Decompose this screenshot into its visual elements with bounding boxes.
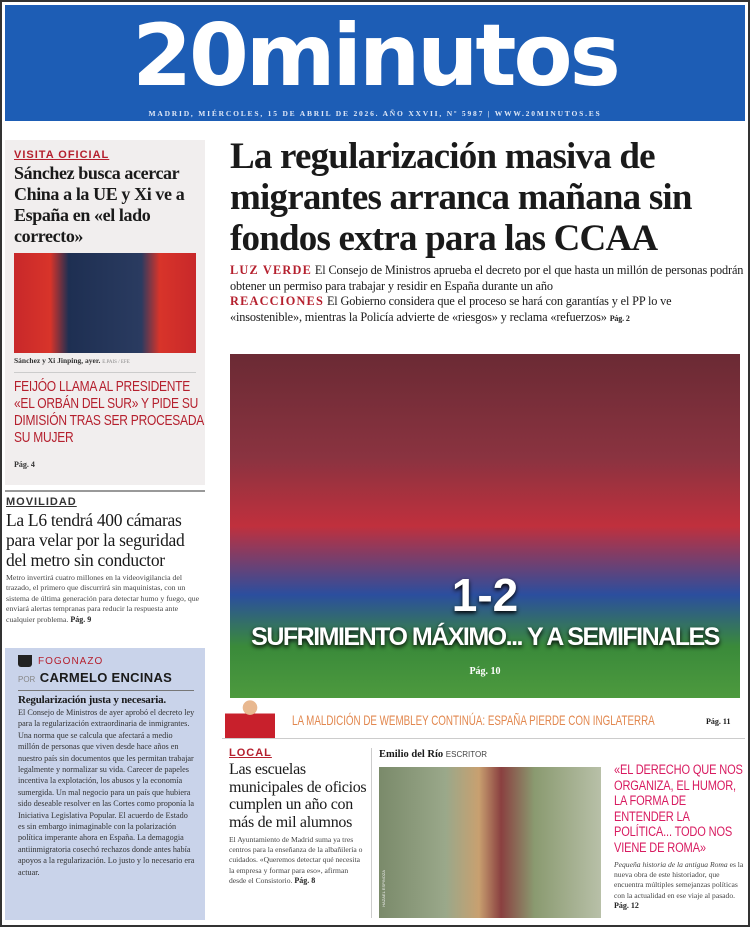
- deck-text: El Consejo de Ministros aprueba el decreto por el que hasta un millón de personas podrán obtener un permiso para trabajar y residir en España durante un año: [230, 263, 744, 293]
- page-ref: Pág. 11: [706, 717, 731, 726]
- photo-player: [225, 700, 275, 738]
- interview-text: [614, 762, 745, 911]
- story-headline[interactable]: Las escuelas municipales de oficios cumplen un año con más de mil alumnos: [229, 761, 367, 831]
- divider: [14, 372, 196, 373]
- deck-label: LUZ VERDE: [230, 263, 312, 277]
- photo-credit: HAZAEL ESPINOZA: [381, 870, 386, 907]
- lead-story: [230, 136, 745, 326]
- page-ref: Pág. 8: [294, 875, 316, 885]
- divider: [222, 738, 745, 739]
- story-body: El Ayuntamiento de Madrid suma ya tres centros para la enseñanza de la albañilería o cuidados. «Queremos detectar qué necesita la empresa y formar para eso», afirman desde el Consistorio.: [229, 835, 363, 885]
- deck-label: REACCIONES: [230, 294, 324, 308]
- story-body: es la nueva obra de este historiador, que encuentra múltiples semejanzas políticas con la actualidad en ese viaje al pasado.: [614, 860, 744, 900]
- sidebar-box: [5, 140, 205, 485]
- column-section: FOGONAZO: [38, 655, 104, 667]
- interviewee-role: ESCRITOR: [445, 750, 487, 759]
- page-ref: Pág. 2: [609, 313, 630, 323]
- story-headline[interactable]: FEIJÓO LLAMA AL PRESIDENTE «EL ORBÁN DEL SUR» Y PIDE SU DIMISIÓN TRAS SER PROCESADA SU MUJER: [14, 378, 204, 446]
- coffee-cup-icon: [18, 655, 32, 667]
- sports-banner[interactable]: LA MALDICIÓN DE WEMBLEY CONTINÚA: ESPAÑA PIERDE CON INGLATERRA: [292, 712, 655, 728]
- photo-emilio-del-rio: [379, 767, 601, 918]
- kicker: LOCAL: [229, 747, 272, 759]
- sports-headline[interactable]: SUFRIMIENTO MÁXIMO... Y A SEMIFINALES: [251, 623, 719, 651]
- story-body: Metro invertirá cuatro millones en la videovigilancia del trazado, el primero que discurrirá sin maquinistas, con un sistema de última generación para detectar humo y fuego, que enviará alertas tempranas para reducir la respuesta ante cualquier problema.: [6, 573, 200, 624]
- interviewee-name: Emilio del Río: [379, 749, 444, 760]
- kicker: VISITA OFICIAL: [14, 149, 110, 161]
- page-ref: Pág. 12: [614, 900, 639, 910]
- match-score: 1-2: [451, 569, 519, 621]
- photo-credit: E.PAIS / EFE: [102, 360, 130, 365]
- story-movilidad: [6, 496, 206, 625]
- dateline: MADRID, MIÉRCOLES, 15 DE ABRIL DE 2026. AÑO XXVII, Nº 5987 | WWW.20MINUTOS.ES: [148, 109, 602, 118]
- story-headline[interactable]: La L6 tendrá 400 cámaras para velar por la seguridad del metro sin conductor: [6, 510, 185, 570]
- lead-deck: [230, 263, 745, 326]
- column-author: CARMELO ENCINAS: [39, 670, 173, 685]
- story-local: [229, 747, 367, 886]
- divider: [18, 690, 194, 691]
- book-title: Pequeña historia de la antigua Roma: [614, 860, 728, 869]
- kicker: MOVILIDAD: [6, 496, 77, 508]
- pull-quote[interactable]: «EL DERECHO QUE NOS ORGANIZA, EL HUMOR, LA FORMA DE ENTENDER LA POLÍTICA... TODO NOS VIENE DE ROMA»: [614, 762, 743, 855]
- page-ref: Pág. 9: [70, 614, 92, 624]
- column-body: El Consejo de Ministros de ayer aprobó el decreto ley para la regularización extraordinaria de inmigrantes. Una norma que se calcula que afectará a medio millón de personas que viven desde hace años en nuestro país sin documentos que les permitan trabajar legalmente y normalizar su vida. Carecer de papeles incentiva la explotación, los abusos y la economía sumergida. Un mal negocio para un país que hubiera sido deseable resolver en las Cortes como proponía la Iniciativa Legislativa Popular. El acuerdo de Estado es sin embargo inimaginable con la polarización política imperante ahora en España. La demagogia antiinmigratoria cosechó rechazos donde antes había apoyos a la regularización. Lo justo y lo necesario era actuar.: [18, 708, 195, 877]
- divider: [371, 748, 372, 918]
- lead-headline[interactable]: La regularización masiva de migrantes arranca mañana sin fondos extra para las CCAA: [230, 136, 692, 259]
- divider: [5, 490, 205, 492]
- deck-text: El Gobierno considera que el proceso se hará con garantías y el PP lo ve «insostenible», mientras la Policía advierte de «riesgos» y reclama «refuerzos»: [230, 294, 672, 324]
- opinion-column: [5, 648, 205, 920]
- photo-sanchez-xi: [14, 253, 196, 353]
- photo-caption: Sánchez y Xi Jinping, ayer.: [14, 356, 101, 365]
- column-title: Regularización justa y necesaria.: [18, 694, 166, 706]
- byline-prefix: POR: [18, 675, 36, 684]
- story-headline[interactable]: Sánchez busca acercar China a la UE y Xi ve a España en «el lado correcto»: [14, 163, 185, 246]
- page-ref: Pág. 10: [469, 666, 501, 677]
- page-ref: Pág. 4: [14, 460, 35, 469]
- masthead: [5, 5, 745, 121]
- logo[interactable]: 20minutos: [132, 6, 618, 106]
